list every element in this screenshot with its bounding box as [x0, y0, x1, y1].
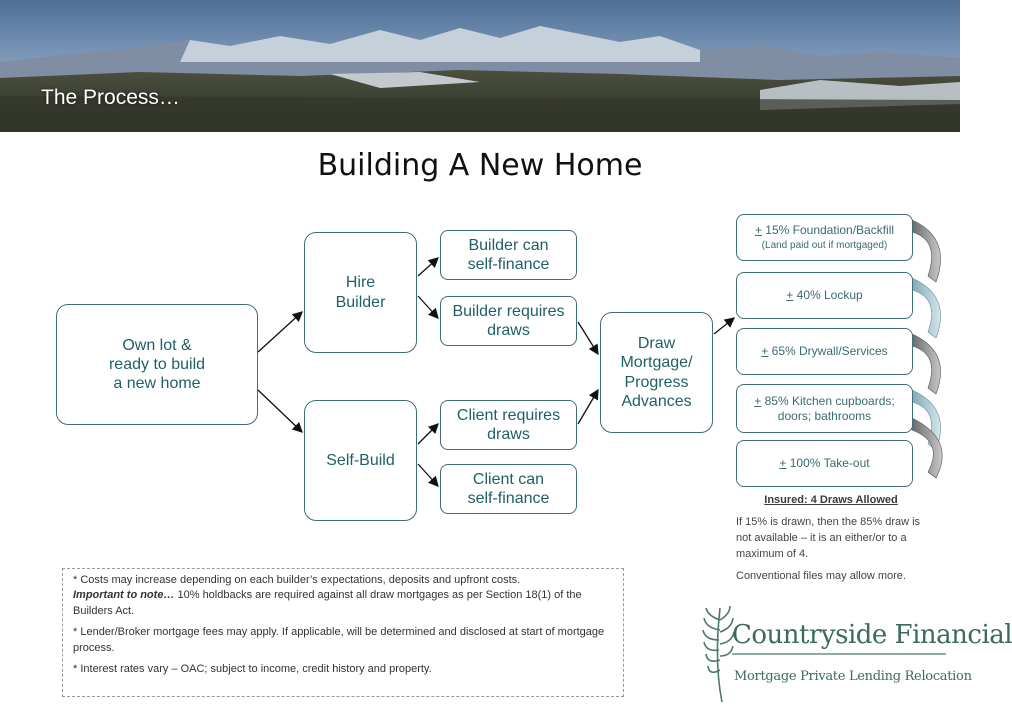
client-self-finance-box: Client can self-finance: [440, 464, 577, 514]
self-build-box: Self-Build: [304, 400, 417, 521]
curl-arrow-2: [912, 278, 941, 338]
draw-step-label: 15% Foundation/Backfill: [761, 223, 895, 238]
page-title: Building A New Home: [317, 148, 643, 183]
draw-step-label: 65% Drywall/Services: [768, 344, 888, 359]
notes-costs-text: * Costs may increase depending on each builder’s expectations, deposits and upfront costs.: [73, 574, 521, 586]
draw-info: [736, 493, 926, 591]
draw-mortgage-box: Draw Mortgage/ Progress Advances: [600, 312, 713, 433]
wheat-icon: [700, 602, 950, 706]
draw-step-label: 100% Take-out: [786, 456, 870, 471]
draw-step-85: [736, 384, 913, 433]
draw-step-sublabel: (Land paid out if mortgaged): [761, 239, 888, 251]
arrow-draw-to-steps: [714, 318, 734, 334]
company-logo: [700, 602, 1012, 706]
draws-heading: Insured: 4 Draws Allowed: [764, 494, 898, 506]
draw-step-15: [736, 214, 913, 261]
own-lot-box: Own lot & ready to build a new home: [56, 304, 258, 425]
plus-sign: +: [761, 344, 769, 359]
arrow-hire-to-selffinance: [418, 258, 438, 276]
arrow-client-to-draw: [578, 390, 598, 424]
plus-sign: +: [754, 223, 762, 238]
plus-sign: +: [754, 394, 762, 409]
curl-arrow-1: [912, 220, 941, 282]
banner-title: The Process…: [41, 86, 180, 109]
notes-box: [62, 568, 624, 697]
draw-step-65: [736, 328, 913, 375]
arrow-self-to-selffinance: [418, 464, 438, 486]
builder-self-finance-box: Builder can self-finance: [440, 230, 577, 280]
notes-fees: * Lender/Broker mortgage fees may apply. If applicable, will be determined and disclosed at start of mortgage process.: [73, 626, 605, 654]
draw-curl-arrows: [912, 220, 942, 478]
builder-requires-draws-box: Builder requires draws: [440, 296, 577, 346]
client-requires-draws-box: Client requires draws: [440, 400, 577, 450]
hire-builder-box: Hire Builder: [304, 232, 417, 353]
notes-rates: * Interest rates vary – OAC; subject to income, credit history and property.: [73, 662, 432, 675]
arrow-hire-to-requires: [418, 296, 438, 318]
draw-step-label: 40% Lockup: [793, 288, 863, 303]
draw-step-40: [736, 272, 913, 319]
plus-sign: +: [779, 456, 787, 471]
arrow-self-to-requires: [418, 424, 438, 444]
notes-important-text: 10% holdbacks are required against all draw mortgages as per Section 18(1) of the Builders Act.: [73, 589, 582, 617]
notes-important-label: Important to note…: [73, 589, 175, 602]
arrow-builder-to-draw: [578, 322, 598, 354]
arrow-start-to-self: [258, 390, 302, 432]
draw-step-label: 85% Kitchen cupboards; doors; bathrooms: [764, 394, 895, 423]
draws-note-1: If 15% is drawn, then the 85% draw is not available – it is an either/or to a maximum of 4.: [736, 515, 921, 560]
curl-arrow-3: [912, 334, 941, 394]
logo-tagline: Mortgage Private Lending Relocation: [734, 669, 972, 684]
notes-costs: [73, 573, 613, 619]
draw-step-100: [736, 440, 913, 487]
logo-name: Countryside Financial: [732, 620, 1012, 650]
draws-note-2: Conventional files may allow more.: [736, 569, 906, 582]
plus-sign: +: [786, 288, 794, 303]
arrow-start-to-hire: [258, 312, 302, 352]
